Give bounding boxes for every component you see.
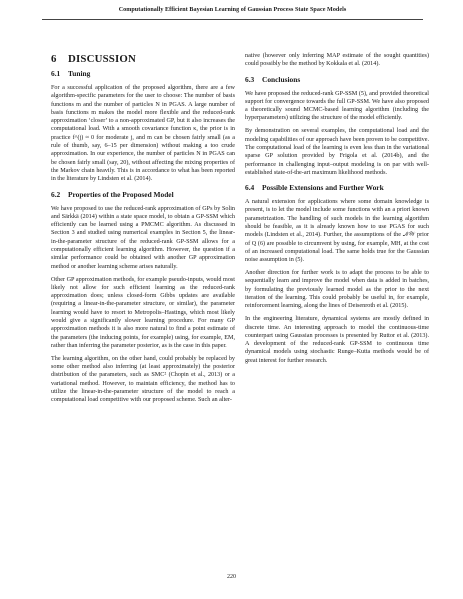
paragraph: A natural extension for applications where some domain knowledge is present, is to let the model include some functions with an a priori known parametrization. The handling of such models in the learning algorithm should be feasible, as it is already known how to use PGAS for such models (Lindsten et al., 2014). Further, the assumptions of the 𝒩𝒲 prior of Q (6) are possible to circumvent by using, for example, MH, at the cost of an increased computational load. The same holds true for the Gaussian noise assumption in (5).	[245, 199, 429, 264]
paragraph: The learning algorithm, on the other hand, could probably be replaced by some other method also inferring (at least approximately) the posterior distribution of the parameters, such as SMC² (Chopin et al., 2013) or a variational method. However, to maintain efficiency, the method has to utilize the linear-in-the-parameter structure of the model to reach a computational load competitive with our proposed scheme. Such an alter-	[51, 355, 235, 404]
subsection-title: Conclusions	[262, 74, 301, 84]
header-rule	[42, 19, 423, 20]
paragraph: We have proposed the reduced-rank GP-SSM (5), and provided theoretical support for convergence towards the full GP-SSM. We have also proposed a theoretically sound MCMC-based learning algorithm (including the hyperparameters) utilizing the structure of the model efficiently.	[245, 90, 429, 122]
subsection-heading-conclusions	[245, 75, 429, 84]
paragraph: Other GP approximation methods, for example pseudo-inputs, would most likely not allow for such efficient learning as the reduced-rank approximation does; unless closed-form Gibbs updates are available (requiring a linear-in-the-parameter structure, or similar), the parameter learning would have to resort to Metropolis–Hastings, which most likely would give a significantly slower learning procedure. For many GP approximation methods it is also more natural to find a point estimate of the parameters (the inducing points, for example) using, for example, EM, rather than inferring the parameter posterior, as is the case in this paper.	[51, 276, 235, 349]
subsection-number: 6.1	[51, 69, 61, 78]
subsection-heading-extensions	[245, 183, 429, 192]
section-heading	[51, 53, 235, 65]
paragraph: For a successful application of the proposed algorithm, there are a few algorithm-specific parameters for the user to choose: The number of basis functions m and the number of particles N in PGAS. A large number of basis functions m makes the model more flexible and the reduced-rank approximation ‘closer’ to a non-approximated GP, but it also increases the computational load. With a smooth covariance function κ, the prior is in practice f^(j) ≈ 0 for moderate j, and m can be chosen fairly small (as a rule of thumb, say, 6–15 per dimension) without making a too crude approximation. In our experience, the number of particles N in PGAS can be chosen fairly small (say, 20), without affecting the mixing properties of the Markov chain heavily. This is in accordance to what has been reported in the literature by Lindsten et al. (2014).	[51, 85, 235, 183]
paragraph: In the engineering literature, dynamical systems are mostly defined in discrete time. An interesting approach to model the continuous-time counterpart using Gaussian processes is presented by Ruttor et al. (2013). A development of the reduced-rank GP-SSM to continuous time dynamical models using stochastic Runge–Kutta methods would be of great interest for further research.	[245, 316, 429, 364]
section-title: DISCUSSION	[68, 53, 137, 65]
left-column	[51, 53, 235, 573]
subsection-number: 6.2	[51, 189, 61, 199]
paragraph-continued: native (however only inferring MAP estimate of the sought quantities) could possibly be the method by Kokkala et al. (2014).	[245, 53, 429, 68]
right-column	[245, 52, 429, 572]
subsection-number: 6.4	[245, 183, 255, 193]
subsection-heading-tuning	[51, 69, 235, 78]
subsection-number: 6.3	[245, 74, 255, 84]
subsection-title: Tuning	[68, 69, 91, 78]
subsection-heading-properties	[51, 190, 235, 199]
subsection-title: Properties of the Proposed Model	[68, 189, 174, 199]
section-number: 6	[51, 53, 57, 65]
paragraph: We have proposed to use the reduced-rank approximation of GPs by Solin and Särkkä (2014) within a state space model, to obtain a GP-SSM which efficiently can be learned using a PMCMC algorithm. As discussed in Section 3 and studied using numerical examples in Section 5, the linear-in-the-parameter structure of the reduced-rank GP-SSM allows for a computationally efficient learning algorithm. However, the question if a similar performance could be obtained with another GP approximation method or another learning scheme arises naturally.	[51, 205, 235, 270]
subsection-title: Possible Extensions and Further Work	[262, 183, 384, 193]
paragraph: Another direction for further work is to adapt the process to be able to sequentially learn and improve the model when data is added in batches, by formulating the previously learned model as the prior to the next iteration of the learning. This could probably be useful in, for example, reinforcement learning, along the lines of Deisenroth et al. (2015).	[245, 270, 429, 310]
paragraph: By demonstration on several examples, the computational load and the modeling capabilities of our approach have been proven to be competitive. The computational load of the learning is even less than in the variational sparse GP solution provided by Frigola et al. (2014b), and the performance in challenging input–output modeling is on par with well-established state-of-the-art maximum likelihood methods.	[245, 128, 429, 176]
page-number: 220	[227, 574, 236, 580]
running-head: Computationally Efficient Bayesian Learning of Gaussian Process State Space Models	[118, 7, 347, 13]
